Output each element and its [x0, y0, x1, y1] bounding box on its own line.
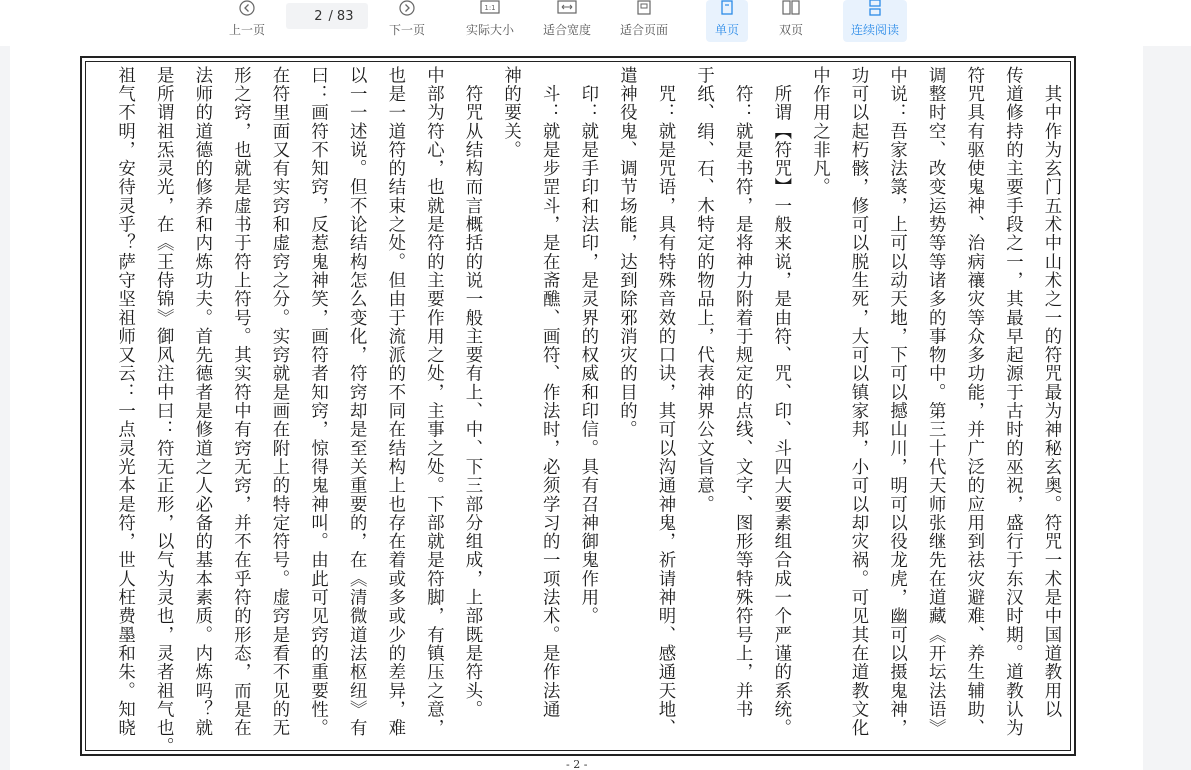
text-column: 中说：吾家法箓，上可以动天地，下可以撼山川，明可以役龙虎，幽可以摄鬼神，	[886, 66, 907, 738]
continuous-read-button[interactable]	[843, 0, 907, 42]
text-column: 神的要关。	[500, 66, 521, 160]
chevron-left-icon	[238, 0, 256, 18]
text-column: 斗：就是步罡斗，是在斋醮、画符、作法时，必须学习的一项法术。是作法通	[539, 66, 560, 719]
actual-size-icon	[480, 0, 500, 18]
text-column: 符咒从结构而言概括的说一般主要有上、中、下三部分组成，上部既是符头。	[462, 66, 482, 719]
total-pages: 83	[336, 8, 354, 24]
text-column: 其中作为玄门五术中山术之一的符咒最为神秘玄奥。符咒一术是中国道教用以	[1041, 66, 1061, 719]
actual-size-label: 实际大小	[465, 23, 514, 37]
text-column: 传道修持的主要手段之一，其最早起源于古时的巫祝，盛行于东汉时期。道教认为	[1002, 66, 1023, 738]
double-page-button[interactable]	[770, 0, 812, 42]
text-column: 印：就是手印和法印，是灵界的权威和印信。具有召神御鬼作用。	[577, 66, 598, 626]
document-page	[10, 46, 1143, 770]
text-column: 曰：画符不知窍，反惹鬼神笑，画符者知窍，惊得鬼神叫。由此可见窍的重要性。	[307, 66, 328, 738]
fit-page-label: 适合页面	[619, 23, 668, 37]
text-column: 符：就是书符，是将神力附着于规定的点线、文字、图形等特殊符号上，并书	[732, 66, 753, 719]
text-column: 咒：就是咒语，具有特殊音效的口诀，其可以沟通神鬼，祈请神明、感通天地、	[655, 66, 675, 738]
text-column: 于纸、绢、石、木特定的物品上，代表神界公文旨意。	[693, 66, 714, 514]
fit-page-icon	[636, 0, 652, 18]
text-frame	[85, 61, 1071, 757]
fit-width-label: 适合宽度	[542, 23, 591, 37]
text-column: 符咒具有驱使鬼神、治病禳灾等众多功能，并广泛的应用到祛灾避难、养生辅助、	[963, 66, 984, 738]
chevron-right-icon	[398, 0, 416, 18]
text-column: 以一一述说。但不论结构怎么变化，符窍却是至关重要的，在《清微道法枢纽》有	[346, 66, 367, 738]
text-column: 也是一道符的结束之处。但由于流派的不同在结构上也存在着或多或少的差异，难	[384, 66, 405, 738]
next-page-label: 下一页	[388, 23, 425, 37]
continuous-read-label: 连续阅读	[850, 23, 899, 37]
text-column: 中部为符心，也就是符的主要作用之处，主事之处。下部就是符脚，有镇压之意，	[423, 66, 444, 738]
text-column: 是所谓祖炁灵光，在《王侍锦》御风注中曰：符无正形，以气为灵也，灵者祖气也。	[153, 66, 174, 757]
prev-page-label: 上一页	[228, 23, 265, 37]
actual-size-button[interactable]	[460, 0, 520, 42]
double-page-label: 双页	[778, 23, 803, 37]
scroll-gutter	[1143, 46, 1191, 770]
text-column: 法师的道德的修养和内炼功夫。首先德者是修道之人必备的基本素质。内炼吗？就	[191, 66, 212, 738]
page-border	[80, 56, 1076, 756]
viewer-toolbar	[0, 0, 1191, 46]
text-column: 所谓【符咒】一般来说，是由符、咒、印、斗四大要素组合成一个严谨的系统。	[770, 66, 791, 738]
double-page-icon	[782, 0, 800, 18]
page-indicator	[286, 3, 368, 29]
continuous-read-icon	[867, 0, 883, 18]
text-column: 祖气不明，安待灵乎？萨守坚祖师又云：一点灵光本是符，世人枉费墨和朱。知晓	[114, 66, 135, 738]
text-column: 调整时空、改变运势等等诸多的事物中。第三十代天师张继先在道藏《开坛法语》	[925, 66, 946, 738]
current-page-input[interactable]	[301, 9, 323, 24]
text-column: 形之窍，也就是虚书于符上符号。其实符中有窍无窍，并不在乎符的形态，而是在	[230, 66, 251, 738]
page-separator: /	[328, 8, 333, 24]
text-column: 遣神役鬼、调节场能，达到除邪消灾的目的。	[616, 66, 637, 439]
prev-page-button[interactable]	[224, 0, 270, 42]
text-column: 中作用之非凡。	[809, 66, 830, 197]
text-column: 在符里面又有实窍和虚窍之分。实窍就是画在附上的特定符号。虚窍是看不见的无	[269, 66, 289, 738]
fit-width-button[interactable]	[537, 0, 597, 42]
text-column: 功可以起朽骸，修可以脱生死，大可以镇家邦，小可以却灾祸。可见其在道教文化	[848, 66, 868, 738]
page-number: - 2 -	[566, 758, 588, 770]
svg-text:1:1: 1:1	[484, 4, 496, 12]
single-page-icon	[719, 0, 735, 18]
single-page-label: 单页	[714, 23, 739, 37]
document-viewer[interactable]	[0, 46, 1191, 770]
single-page-button[interactable]	[706, 0, 748, 42]
fit-page-button[interactable]	[614, 0, 674, 42]
next-page-button[interactable]	[384, 0, 430, 42]
fit-width-icon	[557, 0, 577, 18]
